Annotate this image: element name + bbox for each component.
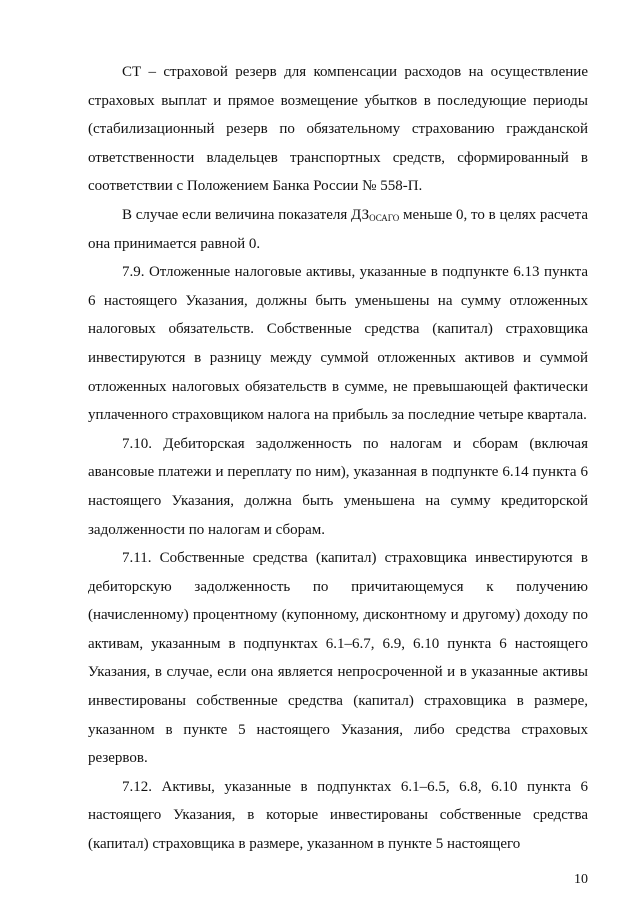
paragraph-7-9: 7.9. Отложенные налоговые активы, указанные в подпункте 6.13 пункта 6 настоящего Указания, должны быть уменьшены на сумму отложенных налоговых обязательств. Собственные средства (капитал) страховщика инвестируются в разницу между суммой отложенных активов и суммой отложенных налоговых обязательств в сумме, не превышающей фактически уплаченного страховщиком налога на прибыль за последние четыре квартала.	[88, 264, 588, 424]
paragraph-dz-osago-end: меньше 0, то в целях расчета она принимается равной 0.	[88, 206, 588, 252]
paragraph-st-definition: СТ – страховой резерв для компенсации расходов на осуществление страховых выплат и прямое возмещение убытков в последующие периоды (стабилизационный резерв по обязательному страхованию гражданской ответственности владельцев транспортных средств, сформированный в соответствии с Положением Банка России № 558-П.	[88, 64, 588, 195]
osago-subscript: ОСАГО	[369, 212, 400, 223]
page-number: 10	[574, 872, 588, 887]
document-body	[88, 58, 588, 859]
paragraph-7-10: 7.10. Дебиторская задолженность по налогам и сборам (включая авансовые платежи и переплату по ним), указанная в подпункте 6.14 пункта 6 настоящего Указания, должна быть уменьшена на сумму кредиторской задолженности по налогам и сборам.	[88, 435, 588, 538]
paragraph-7-12: 7.12. Активы, указанные в подпунктах 6.1–6.5, 6.8, 6.10 пункта 6 настоящего Указания, в которые инвестированы собственные средства (капитал) страховщика в размере, указанном в пункте 5 настоящего	[88, 778, 588, 853]
paragraph-dz-osago	[88, 201, 588, 258]
paragraph-7-11: 7.11. Собственные средства (капитал) страховщика инвестируются в дебиторскую задолженность по причитающемуся к получению (начисленному) процентному (купонному, дисконтному и другому) доходу по активам, указанным в подпунктах 6.1–6.7, 6.9, 6.10 пункта 6 настоящего Указания, в случае, если она является непросроченной и в указанные активы инвестированы собственные средства (капитал) страховщика в размере, указанном в пункте 5 настоящего Указания, либо средства страховых резервов.	[88, 550, 588, 767]
paragraph-dz-osago-start: В случае если величина показателя ДЗ	[122, 206, 370, 223]
